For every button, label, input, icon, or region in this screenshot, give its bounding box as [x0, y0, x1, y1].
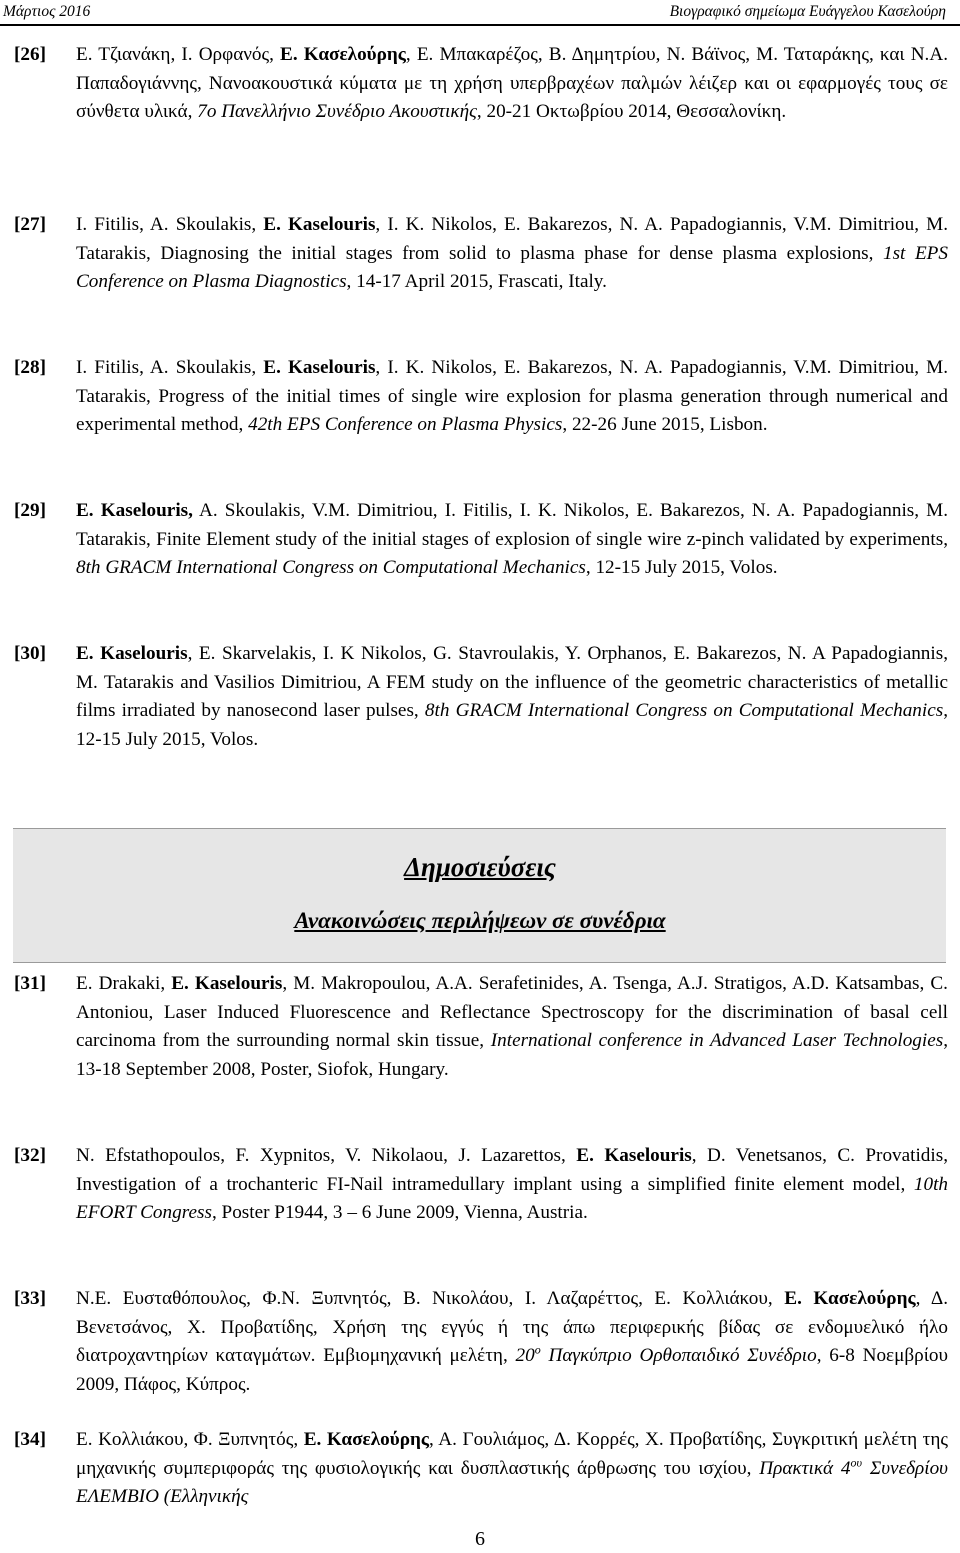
venue-text: 42th EPS Conference on Plasma Physics [248, 414, 563, 435]
reference-number: [30] [14, 643, 46, 664]
reference-text [76, 1285, 948, 1399]
section-heading-box [13, 828, 946, 963]
running-header [0, 0, 960, 26]
reference-text [76, 1426, 948, 1512]
reference-34 [14, 1426, 948, 1512]
reference-fragment: A. Skoulakis, V.M. Dimitriou, I. Fitilis, I. K. Nikolos, E. Bakarezos, N. A. Papadogiannis, M. Tatarakis, Finite Element study of the initial stages of explosion of single wire z-pinch validated by experiments, [76, 500, 948, 550]
reference-28 [14, 354, 948, 440]
reference-29 [14, 497, 948, 583]
author-highlight: E. Kaselouris [171, 973, 283, 994]
reference-33 [14, 1285, 948, 1399]
author-highlight: E. Kaselouris [76, 643, 188, 664]
reference-fragment: , 14-17 April 2015, Frascati, Italy. [346, 271, 607, 292]
reference-fragment: ου [850, 1455, 863, 1470]
reference-31 [14, 970, 948, 1084]
venue-text: Παγκύπριο Ορθοπαιδικό Συνέδριο [540, 1345, 817, 1366]
venue-text: 1st EPS Conference on Plasma Diagnostics [76, 242, 948, 292]
reference-fragment: , I. K. Nikolos, E. Bakarezos, N. A. Papadogiannis, V.M. Dimitriou, M. Tatarakis, Diagnosing the initial stages from solid to plasma phase for dense plasma explosions, [76, 214, 949, 264]
reference-fragment: , 20-21 Οκτωβρίου 2014, Θεσσαλονίκη. [476, 101, 787, 122]
venue-text: 7ο Πανελλήνιο Συνέδριο Ακουστικής [197, 101, 477, 122]
reference-number: [33] [14, 1288, 46, 1309]
reference-fragment: E. Drakaki, [76, 973, 172, 994]
reference-30 [14, 640, 948, 754]
reference-32 [14, 1142, 948, 1228]
reference-fragment: , I. K. Nikolos, E. Bakarezos, N. A. Papadogiannis, V.M. Dimitriou, M. Tatarakis, Progress of the initial times of single wire explosion for plasma generation through numerical and experimental method, [76, 357, 949, 435]
reference-number: [29] [14, 500, 46, 521]
reference-fragment: , 6-8 Νοεμβρίου 2009, Πάφος, Κύπρος. [76, 1345, 948, 1395]
reference-text [76, 1142, 948, 1228]
reference-text [76, 41, 948, 127]
reference-fragment: , 13-18 September 2008, Poster, Siofok, Hungary. [76, 1030, 948, 1080]
reference-fragment: I. Fitilis, A. Skoulakis, [76, 357, 264, 378]
reference-fragment: Ε. Κολλιάκου, Φ. Ξυπνητός, [76, 1429, 304, 1450]
reference-26 [14, 41, 948, 127]
reference-fragment: , E. Skarvelakis, I. K Nikolos, G. Stavroulakis, Y. Orphanos, E. Bakarezos, N. A Papadogiannis, M. Tatarakis and Vasilios Dimitriou, A FEM study on the influence of the geometric characteristics of metallic films irradiated by nanosecond laser pulses, [76, 643, 948, 721]
reference-number: [26] [14, 44, 46, 65]
reference-text [76, 211, 948, 297]
reference-fragment: , M. Makropoulou, A.A. Serafetinides, A. Tsenga, A.J. Stratigos, A.D. Katsambas, C. Antoniou, Laser Induced Fluorescence and Reflectance Spectroscopy for the discrimination of basal cell carcinoma from the surrounding normal skin tissue, [76, 973, 948, 1051]
author-highlight: Ε. Κασελούρης [784, 1288, 916, 1309]
reference-fragment: , 12-15 July 2015, Volos. [76, 700, 948, 750]
header-date: Μάρτιος 2016 [3, 3, 91, 20]
reference-number: [34] [14, 1429, 46, 1450]
venue-text: Συνεδρίου ΕΛΕΜΒΙΟ (Ελληνικής [76, 1457, 948, 1507]
header-rule [0, 24, 960, 26]
reference-fragment: N. Efstathopoulos, F. Xypnitos, V. Nikolaou, J. Lazarettos, [76, 1145, 577, 1166]
reference-fragment: , Poster P1944, 3 – 6 June 2009, Vienna, Austria. [211, 1202, 588, 1223]
author-highlight: Ε. Κασελούρης [303, 1429, 429, 1450]
reference-fragment: , D. Venetsanos, C. Provatidis, Investigation of a trochanteric FI-Nail intramedullary implant using a simplified finite element model, [76, 1145, 948, 1195]
venue-text: Πρακτικά 4 [759, 1457, 851, 1479]
reference-fragment: , 12-15 July 2015, Volos. [585, 557, 778, 578]
reference-text [76, 640, 948, 754]
reference-number: [27] [14, 214, 46, 235]
reference-number: [32] [14, 1145, 46, 1166]
venue-text: 8th GRACM International Congress on Computational Mechanics [76, 557, 586, 578]
section-subtitle: Ανακοινώσεις περιλήψεων σε συνέδρια [294, 908, 666, 933]
reference-fragment: , 22-26 June 2015, Lisbon. [562, 414, 768, 435]
page-number: 6 [475, 1528, 485, 1550]
reference-fragment: , Δ. Βενετσάνος, Χ. Προβατίδης, Χρήση της εγγύς ή της άπω περιφερικής βίδας σε ενδομυελικό ήλο διατροχαντηρίων καταγμάτων. Εμβιομηχανική μελέτη, [76, 1288, 949, 1366]
reference-text [76, 354, 948, 440]
author-highlight: Ε. Κασελούρης [280, 44, 406, 65]
author-highlight: E. Kaselouris [263, 357, 376, 378]
reference-27 [14, 211, 948, 297]
venue-text: 10th EFORT Congress [76, 1173, 948, 1223]
reference-fragment: Ε. Τζιανάκη, Ι. Ορφανός, [76, 44, 281, 65]
author-highlight: E. Kaselouris [576, 1145, 692, 1166]
reference-number: [31] [14, 973, 46, 994]
author-highlight: E. Kaselouris [263, 214, 376, 235]
reference-text [76, 497, 948, 583]
reference-text [76, 970, 948, 1084]
reference-fragment: ο [534, 1342, 541, 1357]
reference-fragment: , Α. Γουλιάμος, Δ. Κορρές, Χ. Προβατίδης, Συγκριτική μελέτη της μηχανικής συμπεριφοράς της φυσιολογικής και δυσπλαστικής άρθρωσης του ισχίου, [76, 1429, 949, 1479]
venue-text: 8th GRACM International Congress on Computational Mechanics [424, 700, 944, 721]
venue-text: 20 [515, 1345, 535, 1366]
section-title: Δημοσιεύσεις [404, 852, 556, 882]
reference-number: [28] [14, 357, 46, 378]
venue-text: International conference in Advanced Laser Technologies [490, 1030, 944, 1051]
reference-fragment: I. Fitilis, A. Skoulakis, [76, 214, 264, 235]
reference-fragment: Ν.Ε. Ευσταθόπουλος, Φ.Ν. Ξυπνητός, Β. Νικολάου, Ι. Λαζαρέττος, Ε. Κολλιάκου, [76, 1288, 785, 1309]
reference-fragment: , Ε. Μπακαρέζος, Β. Δημητρίου, Ν. Βάϊνος, Μ. Ταταράκης, και Ν.Α. Παπαδογιάννης, Νανοακουστικά κύματα με τη χρήση υπερβραχέων παλμών λέιζερ και οι εφαρμογές τους σε σύνθετα υλικά, [76, 44, 948, 122]
author-highlight: E. Kaselouris, [76, 500, 193, 521]
header-title: Βιογραφικό σημείωμα Ευάγγελου Κασελούρη [669, 3, 946, 20]
